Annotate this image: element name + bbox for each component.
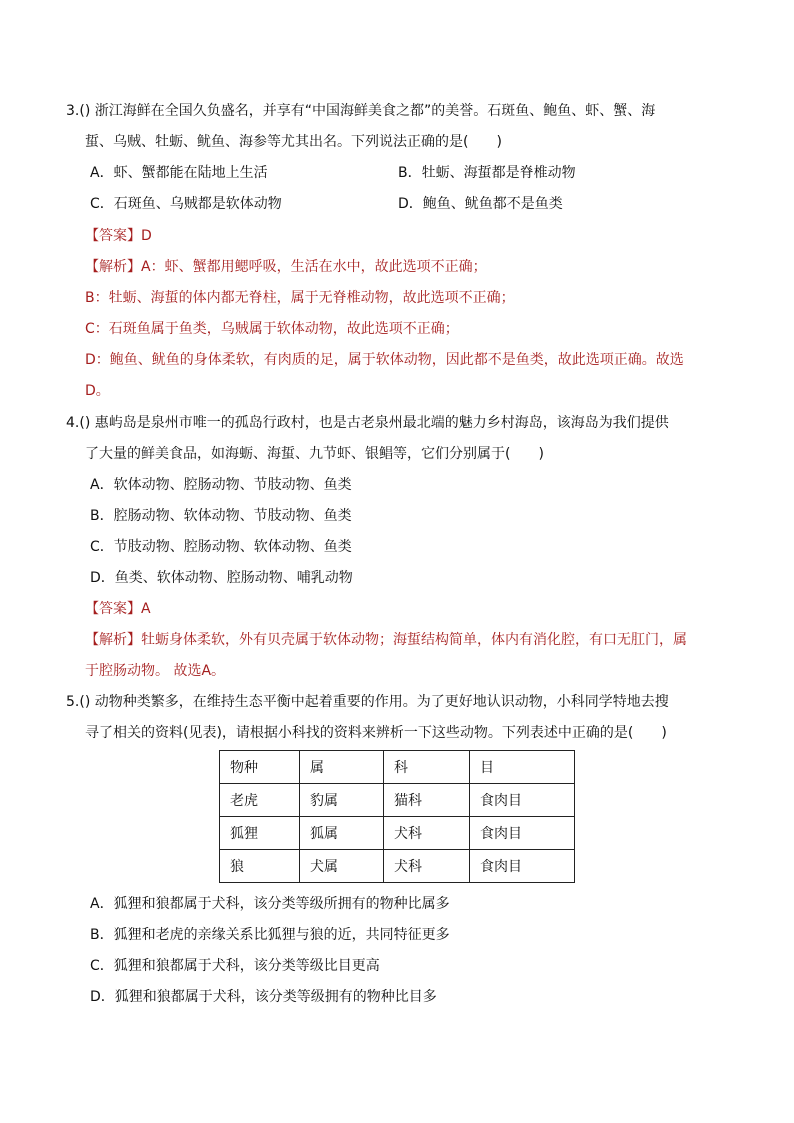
- q5-option-a: A．狐狸和狼都属于犬科，该分类等级所拥有的物种比属多: [90, 896, 450, 912]
- table-cell: 犬科: [384, 817, 470, 850]
- analysis-text: 牡蛎身体柔软，外有贝壳属于软体动物；海蜇结构简单，体内有消化腔，有口无肛门，属: [141, 632, 687, 648]
- classification-table: [219, 750, 575, 883]
- table-cell: 狼: [220, 850, 300, 883]
- q4-option-c: C．节肢动物、腔肠动物、软体动物、鱼类: [90, 539, 352, 555]
- q3-stem-line2: 蜇、乌贼、牡蛎、鱿鱼、海参等尤其出名。下列说法正确的是( ): [85, 134, 502, 150]
- table-cell: 食肉目: [470, 817, 575, 850]
- table-header-cell: 物种: [220, 751, 300, 784]
- q5-option-c: C．狐狸和狼都属于犬科，该分类等级比目更高: [90, 958, 380, 974]
- table-row: [220, 817, 575, 850]
- q3-analysis-line3: C：石斑鱼属于鱼类，乌贼属于软体动物，故此选项不正确；: [85, 321, 459, 337]
- q3-answer: [85, 226, 152, 246]
- q3-analysis-line4: D：鲍鱼、鱿鱼的身体柔软，有肉质的足，属于软体动物，因此都不是鱼类，故此选项正确。故选: [85, 352, 684, 368]
- q3-stem-line1: 3.() 浙江海鲜在全国久负盛名，并享有“中国海鲜美食之都”的美誉。石斑鱼、鲍鱼、虾、蟹、海: [66, 103, 656, 119]
- table-cell: 食肉目: [470, 784, 575, 817]
- q4-option-a: A．软体动物、腔肠动物、节肢动物、鱼类: [90, 477, 352, 493]
- table-cell: 食肉目: [470, 850, 575, 883]
- table-row: [220, 850, 575, 883]
- analysis-tag: 【解析】: [85, 259, 141, 275]
- answer-tag: 【答案】: [85, 228, 141, 244]
- q3-option-a: A．虾、蟹都能在陆地上生活: [90, 165, 268, 181]
- answer-value: A: [141, 601, 151, 617]
- q4-analysis-line1: [85, 630, 687, 650]
- q4-option-d: D．鱼类、软体动物、腔肠动物、哺乳动物: [90, 570, 353, 586]
- table-header-row: [220, 751, 575, 784]
- answer-tag: 【答案】: [85, 601, 141, 617]
- table-row: [220, 784, 575, 817]
- q3-analysis-line2: B：牡蛎、海蜇的体内都无脊柱，属于无脊椎动物，故此选项不正确；: [85, 290, 515, 306]
- q3-option-b: B．牡蛎、海蜇都是脊椎动物: [398, 165, 576, 181]
- q3-option-c: C．石斑鱼、乌贼都是软体动物: [90, 196, 282, 212]
- q3-analysis-line1: [85, 257, 487, 277]
- table-cell: 犬科: [384, 850, 470, 883]
- q4-stem-line2: 了大量的鲜美食品，如海蛎、海蜇、九节虾、银鲳等，它们分别属于( ): [85, 446, 544, 462]
- table-cell: 猫科: [384, 784, 470, 817]
- q5-option-b: B．狐狸和老虎的亲缘关系比狐狸与狼的近，共同特征更多: [90, 927, 450, 943]
- q5-stem-line2: 寻了相关的资料(见表)，请根据小科找的资料来辨析一下这些动物。下列表述中正确的是( ): [85, 725, 667, 741]
- analysis-text: A：虾、蟹都用鳃呼吸，生活在水中，故此选项不正确；: [141, 259, 487, 275]
- table-header-cell: 目: [470, 751, 575, 784]
- table-cell: 老虎: [220, 784, 300, 817]
- q3-option-d: D．鲍鱼、鱿鱼都不是鱼类: [398, 196, 563, 212]
- table-cell: 狐属: [300, 817, 384, 850]
- table-cell: 豹属: [300, 784, 384, 817]
- table-cell: 狐狸: [220, 817, 300, 850]
- analysis-tag: 【解析】: [85, 632, 141, 648]
- q4-stem-line1: 4.() 惠屿岛是泉州市唯一的孤岛行政村，也是古老泉州最北端的魅力乡村海岛，该海岛为我们提供: [66, 415, 669, 431]
- q4-analysis-line2: 于腔肠动物。 故选A。: [85, 663, 226, 679]
- q5-stem-line1: 5.() 动物种类繁多，在维持生态平衡中起着重要的作用。为了更好地认识动物，小科同学特地去搜: [66, 694, 669, 710]
- answer-value: D: [141, 228, 152, 244]
- q5-option-d: D．狐狸和狼都属于犬科，该分类等级拥有的物种比目多: [90, 989, 437, 1005]
- q3-analysis-line5: D。: [85, 383, 110, 399]
- table-header-cell: 科: [384, 751, 470, 784]
- q4-option-b: B．腔肠动物、软体动物、节肢动物、鱼类: [90, 508, 352, 524]
- table-header-cell: 属: [300, 751, 384, 784]
- table-cell: 犬属: [300, 850, 384, 883]
- q4-answer: [85, 599, 151, 619]
